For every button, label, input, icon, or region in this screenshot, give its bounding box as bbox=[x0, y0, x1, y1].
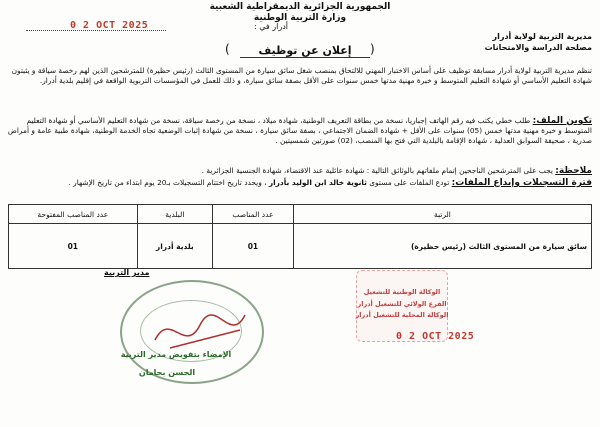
header-open-positions: عدد المناصب المفتوحة bbox=[9, 205, 138, 224]
stamp-delegation-text: الإمضاء بتفويض مدير التربية bbox=[120, 350, 232, 359]
directorate-heading: مديرية التربية لولاية أدرار bbox=[492, 32, 592, 41]
cell-positions: 01 bbox=[213, 224, 294, 269]
registration-section bbox=[6, 178, 592, 188]
agency-stamp-date: 0 2 OCT 2025 bbox=[396, 331, 475, 342]
service-heading: مصلحة الدراسة والامتحانات bbox=[484, 43, 592, 52]
cell-rank: سائق سيارة من المستوى الثالث (رئيس حظيرة) bbox=[293, 224, 591, 269]
cell-open-positions: 01 bbox=[9, 224, 138, 269]
republic-heading: الجمهورية الجزائرية الديمقراطية الشعبية bbox=[209, 2, 391, 12]
reference-line bbox=[26, 30, 166, 31]
stamp-signer-name: الحسن بحامان bbox=[138, 368, 196, 377]
file-text: طلب خطي يكتب فيه رقم الهاتف إجباريا، نسخة من بطاقة التعريف الوطنية، شهادة ميلاد ، نسخة من رخصة سياقة، نسخة من شهادة التعليم الأساسي أو شهادة التعليم المتوسط و خبرة مهنية مدتها خمس (05) سنوات على الأقل + شهادة الضمان الاجتماعي ، بصفة سائق سيارة ، نسخة من شهادة إثبات الوضعية تجاه الخدمة الوطنية، شهادة طبية عامة و أمراض صدرية ، صحيفة السوابق العدلية ، شهادة الإقامة بالبلدية التي فتح بها المنصب، (02) صورتين شمسيتين . bbox=[7, 116, 592, 145]
header-positions: عدد المناصب bbox=[213, 205, 294, 224]
registration-label: فترة التسجيلات وإيداع الملفات: bbox=[451, 178, 592, 188]
agency-stamp-line2: الفرع الولائي للتشغيل أدرار bbox=[357, 300, 447, 308]
table-row bbox=[9, 224, 592, 269]
note-label: ملاحظة: bbox=[555, 166, 592, 176]
registration-school: ثانوية خالد ابن الوليد بأدرار bbox=[268, 178, 367, 187]
intro-text: تنظم مديرية التربية لولاية أدرار مسابقة توظيف على أساس الاختبار المهني للالتحاق بمنصب شغل سائق سيارة من المستوى الثالث (رئيس حظيرة) للمترشحين الذين لهم رخصة سياقة و يثبتون شهادة التعليم الأساسي أو شهادة التعليم المتوسط و خبرة مهنية مدتها خمس سنوات على الأقل بصفة سائق سيارة، و ذلك للعمل في المؤسسات التربوية الواقعة في إقليم بلدية أدرار. bbox=[11, 66, 592, 85]
title-bracket-right: ) bbox=[370, 42, 375, 56]
agency-stamp-line1: الوكالة الوطنية للتشغيل bbox=[363, 288, 441, 296]
title-bracket-left: ( bbox=[225, 42, 230, 56]
positions-table bbox=[8, 204, 592, 269]
intro-paragraph bbox=[6, 66, 592, 86]
cell-municipality: بلدية أدرار bbox=[137, 224, 212, 269]
note-section bbox=[6, 166, 592, 176]
signature-title: مدير التربية bbox=[104, 268, 150, 277]
header-municipality: البلدية bbox=[137, 205, 212, 224]
registration-text-before: تودع الملفات على مستوى bbox=[369, 178, 450, 187]
table-header-row bbox=[9, 205, 592, 224]
file-section bbox=[6, 116, 592, 146]
ministry-heading: وزارة التربية الوطنية bbox=[253, 13, 347, 23]
file-label: تكوين الملف: bbox=[532, 116, 592, 126]
city-date-label: أدرار في : bbox=[253, 22, 288, 31]
page-title: إعلان عن توظيف bbox=[240, 44, 370, 58]
note-text: يجب على المترشحين الناجحين إتمام ملفاتهم بالوثائق التالية : شهادة عائلية عند الاقتضاء، شهادة الجنسية الجزائرية . bbox=[201, 166, 553, 175]
registration-text-after: ، ويحدد تاريخ اختتام التسجيلات بـ20 يوم ابتداء من تاريخ الإشهار . bbox=[68, 178, 267, 187]
date-stamp: 0 2 OCT 2025 bbox=[70, 20, 149, 31]
agency-stamp-line3: الوكالة المحلية للتشغيل أدرار bbox=[355, 311, 449, 319]
header-rank: الرتبة bbox=[293, 205, 591, 224]
